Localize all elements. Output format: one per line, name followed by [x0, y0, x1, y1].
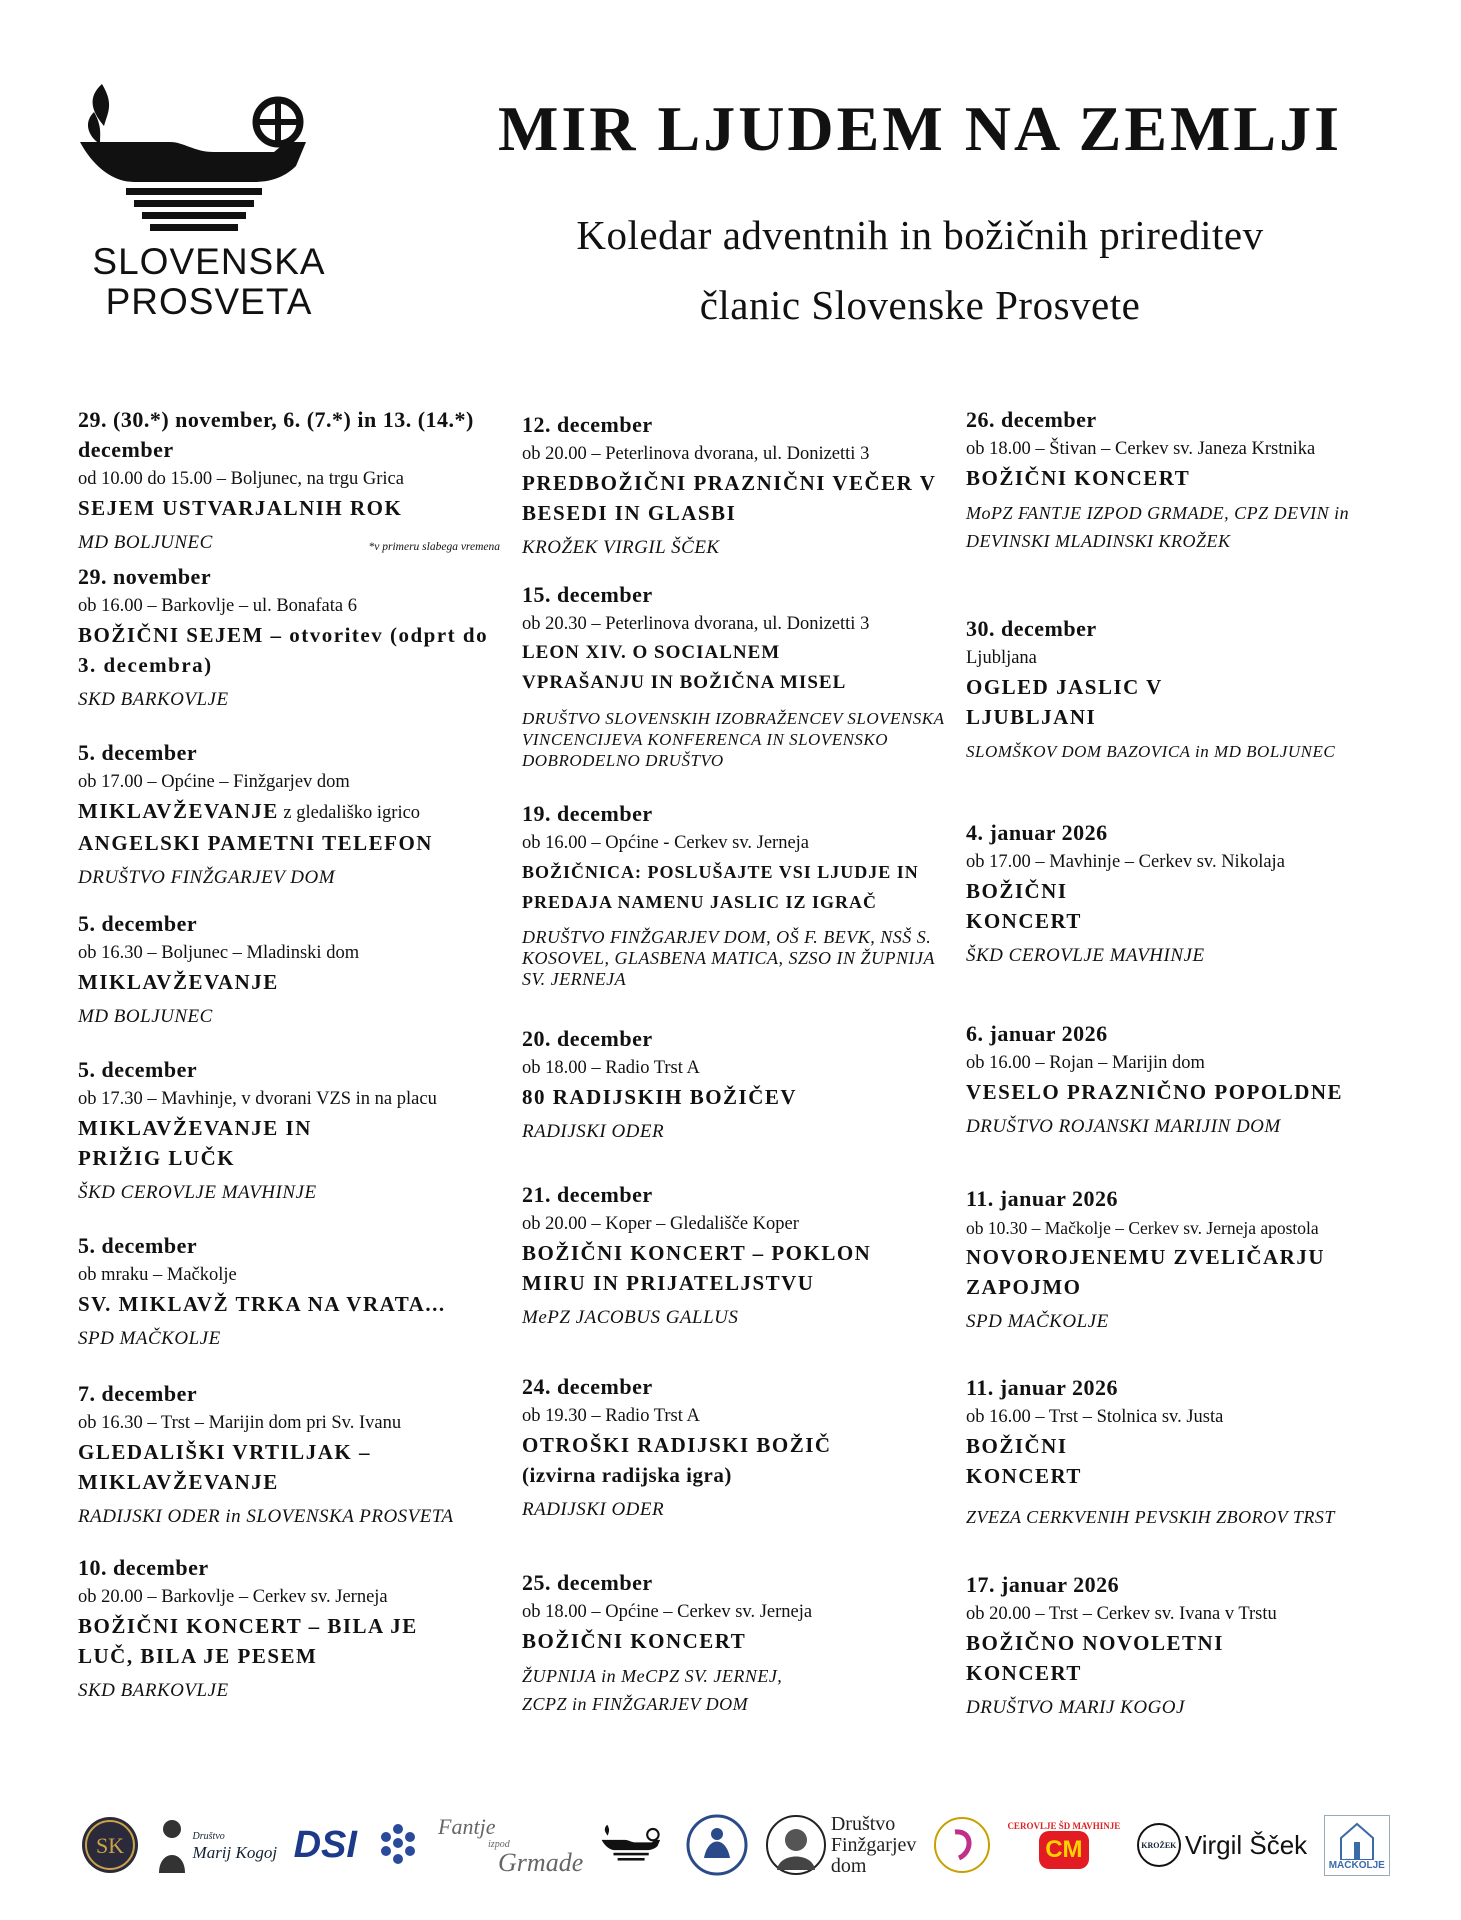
fantje-text: Fantje [438, 1814, 496, 1839]
event-title: OTROŠKI RADIJSKI BOŽIČ [522, 1433, 832, 1457]
event-item [78, 562, 502, 738]
event-subtitle: ANGELSKI PAMETNI TELEFON [78, 831, 433, 855]
event-organizer: RADIJSKI ODER [522, 1499, 665, 1520]
vincencij-logo [686, 1814, 748, 1876]
event-item [966, 1019, 1396, 1184]
event-date: 5. december [78, 740, 198, 765]
event-time: ob 18.00 – Štivan – Cerkev sv. Janeza Krstnika [966, 439, 1316, 459]
marij-kogoj-logo [157, 1817, 278, 1873]
izpod-text: izpod [488, 1839, 510, 1850]
event-item [966, 1373, 1396, 1570]
event-title: BOŽIČNI KONCERT [966, 879, 1082, 933]
event-item [522, 1024, 954, 1180]
header [0, 0, 1461, 380]
event-time: ob 20.30 – Peterlinova dvorana, ul. Donizetti 3 [522, 614, 870, 634]
cm-text: CM [1045, 1836, 1083, 1863]
subtitle-line1: Koledar adventnih in božičnih prireditev [576, 212, 1264, 258]
skd-logo [80, 1815, 140, 1875]
event-item [522, 1180, 954, 1372]
event-organizer: SLOMŠKOV DOM BAZOVICA in MD BOLJUNEC [966, 742, 1336, 761]
event-date: 24. december [522, 1374, 653, 1399]
finzgar-line3: dom [830, 1854, 867, 1877]
event-item [966, 818, 1396, 1019]
event-date: 7. december [78, 1381, 198, 1406]
event-time: ob 17.30 – Mavhinje, v dvorani VZS in na placu [78, 1089, 437, 1109]
event-item [78, 738, 502, 909]
dsi-logo-text: DSI [293, 1823, 357, 1866]
event-organizer: DRUŠTVO SLOVENSKIH IZOBRAŽENCEV SLOVENSKA VINCENCIJEVA KONFERENCA IN SLOVENSKO DOBRODELNO DRUŠTVO [522, 709, 945, 770]
event-date: 12. december [522, 412, 653, 437]
event-time: ob 20.00 – Peterlinova dvorana, ul. Donizetti 3 [522, 444, 870, 464]
event-organizer: MD BOLJUNEC [78, 1006, 213, 1027]
event-time: ob 16.00 – Općine - Cerkev sv. Jerneja [522, 833, 810, 853]
event-title: MIKLAVŽEVANJE IN PRIŽIG LUČK [78, 1116, 312, 1170]
event-time: ob 10.30 – Mačkolje – Cerkev sv. Jerneja apostola [966, 1218, 1319, 1238]
event-title: BOŽIČNI KONCERT [522, 1629, 747, 1653]
event-organizer: RADIJSKI ODER in SLOVENSKA PROSVETA [78, 1506, 454, 1527]
event-time: ob 20.00 – Koper – Gledališče Koper [522, 1214, 799, 1234]
event-org-wrap [78, 529, 502, 557]
event-subtitle: (izvirna radijska igra) [522, 1463, 732, 1487]
sponsor-logos [80, 1800, 1390, 1890]
event-item [522, 410, 954, 580]
slovenska-prosveta-logo [74, 82, 344, 322]
event-organizer: DRUŠTVO FINŽGARJEV DOM, OŠ F. BEVK, NSŠ S. KOSOVEL, GLASBENA MATICA, SZSO IN ŽUPNIJA SV. JERNEJA [522, 927, 935, 989]
event-time: ob 19.30 – Radio Trst A [522, 1406, 700, 1426]
event-title: BOŽIČNO NOVOLETNI KONCERT [966, 1631, 1224, 1685]
dsi-logo [294, 1824, 357, 1867]
event-item [78, 1055, 502, 1231]
event-title: OGLED JASLIC V LJUBLJANI [966, 675, 1163, 729]
event-title: PREDBOŽIČNI PRAZNIČNI VEČER V BESEDI IN GLASBI [522, 471, 936, 525]
event-date: 19. december [522, 801, 653, 826]
event-time: ob 20.00 – Barkovlje – Cerkev sv. Jerneja [78, 1587, 388, 1607]
event-date: 11. januar 2026 [966, 1186, 1118, 1211]
finzgarjev-text [831, 1814, 917, 1877]
event-time: ob 16.00 – Rojan – Marijin dom [966, 1053, 1205, 1073]
church-icon [1335, 1820, 1379, 1860]
kogoj-name: Marij Kogoj [192, 1843, 278, 1862]
cerovlje-text: CEROVLJE ŠD MAVHINJE [1007, 1821, 1121, 1831]
event-date: 10. december [78, 1555, 209, 1580]
event-title: MIKLAVŽEVANJE [78, 970, 279, 994]
event-organizer: DRUŠTVO MARIJ KOGOJ [966, 1697, 1185, 1718]
subtitle-line2: članic Slovenske Prosvete [699, 282, 1141, 328]
event-organizer: DRUŠTVO FINŽGARJEV DOM [78, 867, 336, 888]
event-item [522, 1568, 954, 1718]
event-date: 21. december [522, 1182, 653, 1207]
mackolje-logo [1324, 1815, 1390, 1876]
event-organizer: KROŽEK VIRGIL ŠČEK [522, 537, 720, 558]
event-date: 29. november [78, 564, 212, 589]
event-time: ob 20.00 – Trst – Cerkev sv. Ivana v Trstu [966, 1604, 1277, 1624]
event-title: BOŽIČNI KONCERT [966, 1434, 1082, 1488]
logo-text-line2: PROSVETA [105, 281, 313, 322]
jacobus-emblem-icon [933, 1816, 991, 1874]
virgil-text: Virgil Šček [1184, 1829, 1308, 1860]
jacobus-gallus-logo [933, 1816, 991, 1874]
event-organizer: ZVEZA CERKVENIH PEVSKIH ZBOROV TRST [966, 1507, 1335, 1527]
event-item [78, 909, 502, 1055]
event-time: ob 18.00 – Radio Trst A [522, 1058, 700, 1078]
event-time: ob 16.00 – Trst – Stolnica sv. Justa [966, 1407, 1224, 1427]
cerovlje-mavhinje-logo [1007, 1821, 1120, 1869]
event-title: BOŽIČNICA: POSLUŠAJTE VSI LJUDJE IN PREDAJA NAMENU JASLIC IZ IGRAČ [522, 862, 919, 912]
event-title: 80 RADIJSKIH BOŽIČEV [522, 1085, 798, 1109]
kogoj-label: Društvo [192, 1831, 225, 1842]
event-organizer: ŽUPNIJA in MeCPZ SV. JERNEJ, ZCPZ in FINŽGARJEV DOM [522, 1666, 783, 1714]
prosveta-small-logo [600, 1820, 670, 1870]
event-organizer: MD BOLJUNEC [78, 532, 213, 553]
dots-logo [374, 1821, 422, 1869]
fantje-izpod-grmade-logo [438, 1814, 584, 1877]
event-time: ob 16.00 – Barkovlje – ul. Bonafata 6 [78, 596, 357, 616]
virgil-badge: KROŽEK [1137, 1823, 1181, 1867]
event-title: SV. MIKLAVŽ TRKA NA VRATA... [78, 1292, 446, 1316]
event-item [78, 405, 502, 562]
skd-logo-text: SK [95, 1833, 125, 1858]
event-organizer: ŠKD CEROVLJE MAVHINJE [78, 1182, 317, 1203]
page-title: MIR LJUDEM NA ZEMLJI [497, 93, 1343, 164]
weather-note: *v primeru slabega vremena [368, 541, 500, 553]
event-date: 30. december [966, 616, 1097, 641]
mackolje-text: MAČKOLJE [1328, 1859, 1385, 1871]
event-title: LEON XIV. O SOCIALNEM VPRAŠANJU IN BOŽIČNA MISEL [522, 642, 847, 693]
event-organizer: MePZ JACOBUS GALLUS [522, 1307, 739, 1328]
event-time: Ljubljana [966, 648, 1037, 668]
event-organizer: ŠKD CEROVLJE MAVHINJE [966, 945, 1205, 966]
event-title: NOVOROJENEMU ZVELIČARJU ZAPOJMO [966, 1245, 1326, 1299]
event-title: VESELO PRAZNIČNO POPOLDNE [966, 1080, 1344, 1104]
event-date: 5. december [78, 1057, 198, 1082]
event-organizer: SKD BARKOVLJE [78, 689, 229, 710]
event-title-extra: z gledališko igrico [278, 803, 421, 823]
event-item [78, 1231, 502, 1379]
grmade-text: Grmade [498, 1848, 584, 1877]
event-organizer: DRUŠTVO ROJANSKI MARIJIN DOM [966, 1116, 1281, 1137]
event-time: ob 16.30 – Boljunec – Mladinski dom [78, 943, 360, 963]
event-title: BOŽIČNI KONCERT – BILA JE LUČ, BILA JE PESEM [78, 1614, 418, 1668]
oil-lamp-icon [74, 82, 344, 242]
event-date: 20. december [522, 1026, 653, 1051]
event-date: 17. januar 2026 [966, 1572, 1120, 1597]
event-date: 11. januar 2026 [966, 1375, 1118, 1400]
event-time: ob 17.00 – Općine – Finžgarjev dom [78, 772, 350, 792]
event-time: ob 16.30 – Trst – Marijin dom pri Sv. Ivanu [78, 1413, 402, 1433]
logo-text-line1: SLOVENSKA [92, 241, 326, 282]
event-date: 5. december [78, 911, 198, 936]
event-item [966, 405, 1396, 614]
event-date: 29. (30.*) november, 6. (7.*) in 13. (14.*) december [78, 407, 474, 462]
event-date: 5. december [78, 1233, 198, 1258]
event-title: SEJEM USTVARJALNIH ROK [78, 496, 403, 520]
event-item [522, 580, 954, 799]
portrait-icon [157, 1817, 187, 1873]
event-date: 15. december [522, 582, 653, 607]
event-title-main: MIKLAVŽEVANJE [78, 799, 279, 823]
subtitle [440, 200, 1400, 340]
event-date: 26. december [966, 407, 1097, 432]
event-organizer: MoPZ FANTJE IZPOD GRMADE, CPZ DEVIN in DEVINSKI MLADINSKI KROŽEK [966, 503, 1350, 551]
event-item [522, 1372, 954, 1568]
event-item [966, 1570, 1396, 1722]
event-time: od 10.00 do 15.00 – Boljunec, na trgu Grica [78, 469, 404, 489]
events-column-1 [78, 405, 502, 1705]
event-date: 6. januar 2026 [966, 1021, 1108, 1046]
events-column-2 [522, 410, 954, 1718]
event-item [522, 799, 954, 1024]
finzgarjev-dom-logo [765, 1814, 917, 1877]
event-organizer: SPD MAČKOLJE [966, 1311, 1109, 1332]
dots-icon [374, 1821, 422, 1869]
event-title: BOŽIČNI KONCERT – POKLON MIRU IN PRIJATELJSTVU [522, 1241, 872, 1295]
event-time: ob mraku – Mačkolje [78, 1265, 237, 1285]
event-date: 25. december [522, 1570, 653, 1595]
event-organizer: RADIJSKI ODER [522, 1121, 665, 1142]
finzgar-line2: Finžgarjev [830, 1833, 917, 1856]
events-column-3 [966, 405, 1396, 1722]
finzgar-line1: Društvo [830, 1812, 896, 1835]
event-title [78, 796, 502, 828]
event-organizer: SPD MAČKOLJE [78, 1328, 221, 1349]
event-time: ob 18.00 – Općine – Cerkev sv. Jerneja [522, 1602, 813, 1622]
event-item [966, 614, 1396, 818]
event-title: BOŽIČNI KONCERT [966, 466, 1191, 490]
event-time: ob 17.00 – Mavhinje – Cerkev sv. Nikolaja [966, 852, 1285, 872]
virgil-scek-logo [1137, 1823, 1307, 1867]
logo-text [74, 242, 344, 322]
event-item [966, 1184, 1396, 1373]
event-title: BOŽIČNI SEJEM – otvoritev (odprt do 3. decembra) [78, 623, 489, 677]
event-title: GLEDALIŠKI VRTILJAK – MIKLAVŽEVANJE [78, 1440, 371, 1494]
event-date: 4. januar 2026 [966, 820, 1108, 845]
round-emblem-icon [686, 1814, 748, 1876]
event-item [78, 1379, 502, 1553]
finzgar-portrait-icon [765, 1814, 827, 1876]
event-item [78, 1553, 502, 1705]
event-organizer: SKD BARKOVLJE [78, 1680, 229, 1701]
oil-lamp-small-icon [600, 1820, 670, 1870]
